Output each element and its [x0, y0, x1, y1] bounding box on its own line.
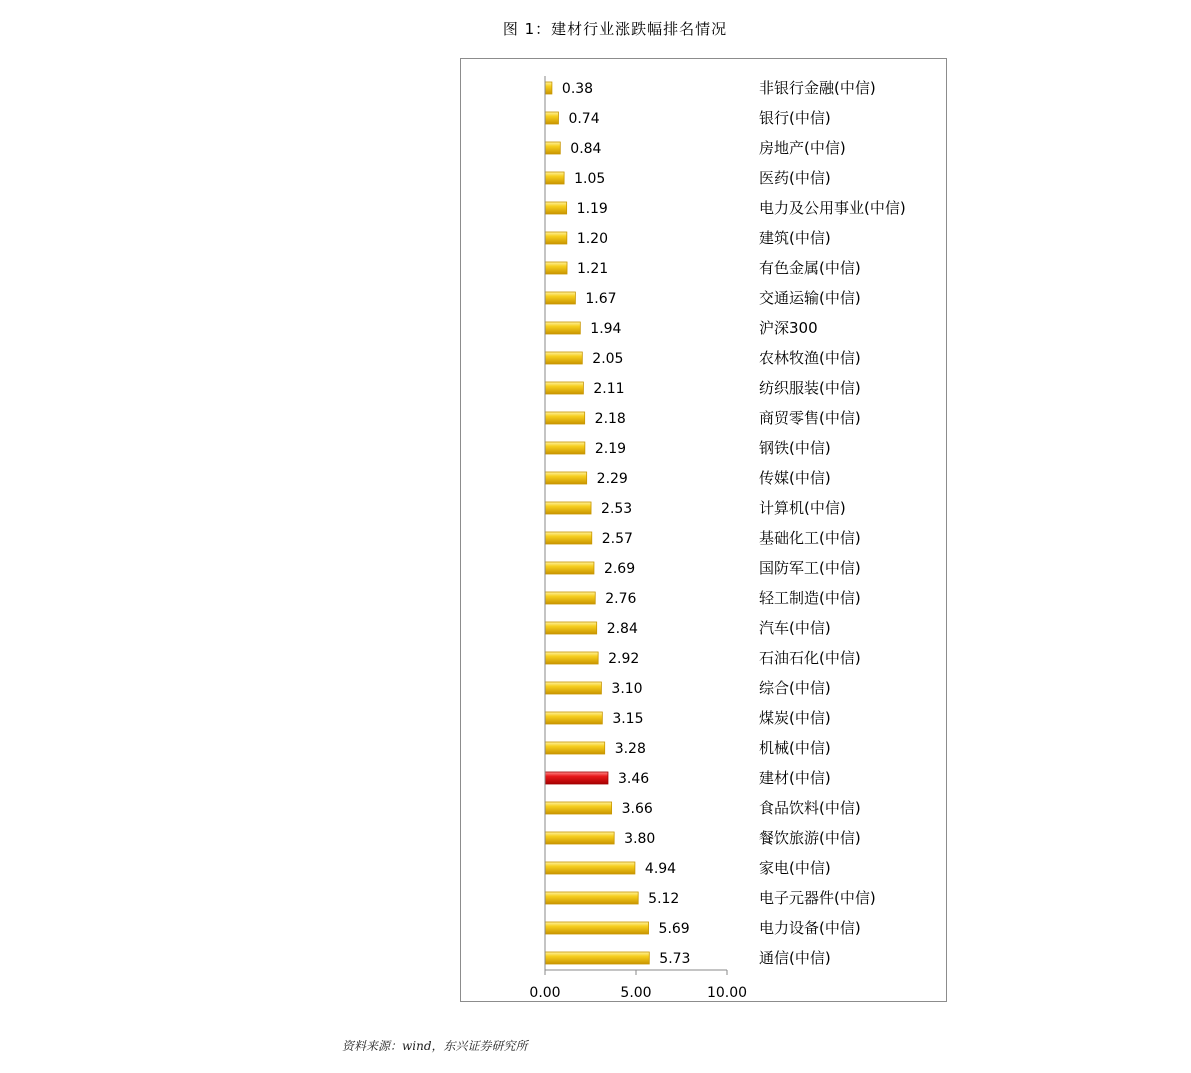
- category-label: 电力及公用事业(中信): [759, 199, 906, 217]
- bar: [545, 142, 560, 154]
- category-label: 机械(中信): [759, 739, 831, 757]
- data-label: 2.18: [594, 411, 626, 427]
- data-label: 4.94: [644, 861, 677, 877]
- category-label: 建筑(中信): [759, 229, 831, 247]
- category-label: 建材(中信): [759, 769, 831, 787]
- bar: [545, 172, 564, 184]
- category-label: 餐饮旅游(中信): [759, 829, 861, 847]
- bar: [545, 382, 583, 394]
- category-label: 基础化工(中信): [759, 529, 861, 547]
- data-label: 2.57: [601, 531, 633, 547]
- data-label: 2.84: [606, 621, 638, 637]
- bar: [545, 832, 614, 844]
- bar: [545, 952, 649, 964]
- category-label: 综合(中信): [759, 679, 831, 697]
- category-label: 交通运输(中信): [759, 289, 861, 307]
- category-label: 非银行金融(中信): [759, 79, 876, 97]
- data-label: 2.29: [596, 471, 628, 487]
- category-label: 银行(中信): [759, 109, 831, 127]
- bar: [545, 442, 585, 454]
- x-tick-label: 10.00: [706, 985, 748, 1001]
- category-label: 农林牧渔(中信): [759, 349, 861, 367]
- data-label: 0.74: [568, 111, 600, 127]
- bar: [545, 262, 567, 274]
- bar: [545, 82, 552, 94]
- data-label: 5.12: [648, 891, 680, 907]
- data-label: 3.15: [612, 711, 644, 727]
- bar: [545, 292, 575, 304]
- category-label: 家电(中信): [759, 859, 831, 877]
- data-label: 2.19: [594, 441, 627, 457]
- category-label: 沪深300: [759, 319, 818, 337]
- source-note: 资料来源：wind，东兴证券研究所: [342, 1039, 528, 1053]
- category-label: 国防军工(中信): [759, 559, 861, 577]
- bar: [545, 202, 567, 214]
- data-label: 1.21: [577, 261, 609, 277]
- bar: [545, 322, 580, 334]
- data-label: 2.69: [603, 561, 636, 577]
- category-label: 食品饮料(中信): [759, 799, 861, 817]
- bar: [545, 412, 585, 424]
- data-label: 3.80: [624, 831, 656, 847]
- bar: [545, 112, 558, 124]
- bar: [545, 922, 649, 934]
- bar: [545, 472, 587, 484]
- data-label: 3.46: [617, 771, 650, 787]
- category-label: 通信(中信): [759, 949, 831, 967]
- category-label: 纺织服装(中信): [759, 379, 861, 397]
- category-label: 电子元器件(中信): [759, 889, 876, 907]
- category-label: 计算机(中信): [759, 499, 846, 517]
- data-label: 1.19: [576, 201, 608, 217]
- category-label: 房地产(中信): [759, 139, 846, 157]
- category-label: 轻工制造(中信): [759, 589, 861, 607]
- data-label: 1.05: [574, 171, 606, 187]
- category-label: 石油石化(中信): [759, 649, 861, 667]
- bar: [545, 592, 595, 604]
- data-label: 1.94: [590, 321, 622, 337]
- bar: [545, 352, 582, 364]
- category-label: 传媒(中信): [759, 469, 831, 487]
- bar: [545, 232, 567, 244]
- bar: [545, 742, 605, 754]
- category-label: 有色金属(中信): [759, 259, 861, 277]
- data-label: 3.66: [621, 801, 653, 817]
- bar: [545, 802, 612, 814]
- x-tick-label: 0.00: [529, 985, 561, 1001]
- category-label: 商贸零售(中信): [759, 409, 861, 427]
- data-label: 2.92: [608, 651, 640, 667]
- data-label: 2.53: [601, 501, 633, 517]
- bar: [545, 862, 635, 874]
- bar: [545, 502, 591, 514]
- bar: [545, 652, 598, 664]
- x-tick-label: 5.00: [620, 985, 652, 1001]
- category-label: 电力设备(中信): [759, 919, 861, 937]
- data-label: 2.05: [592, 351, 624, 367]
- bar-highlight: [545, 772, 608, 784]
- data-label: 0.84: [570, 141, 602, 157]
- category-label: 煤炭(中信): [759, 709, 831, 727]
- data-label: 5.69: [658, 921, 690, 937]
- data-label: 3.10: [611, 681, 643, 697]
- bar: [545, 892, 638, 904]
- bar: [545, 562, 594, 574]
- data-label: 5.73: [659, 951, 691, 967]
- bar: [545, 712, 602, 724]
- category-label: 汽车(中信): [759, 619, 831, 637]
- bar: [545, 682, 601, 694]
- data-label: 1.20: [576, 231, 609, 247]
- data-label: 1.67: [585, 291, 617, 307]
- bar: [545, 532, 592, 544]
- data-label: 2.11: [593, 381, 625, 397]
- category-label: 钢铁(中信): [759, 439, 831, 457]
- category-label: 医药(中信): [759, 169, 831, 187]
- data-label: 0.38: [561, 81, 594, 97]
- data-label: 3.28: [614, 741, 646, 757]
- chart-title: 图 1：建材行业涨跌幅排名情况: [502, 20, 728, 38]
- data-label: 2.76: [605, 591, 637, 607]
- bar: [545, 622, 597, 634]
